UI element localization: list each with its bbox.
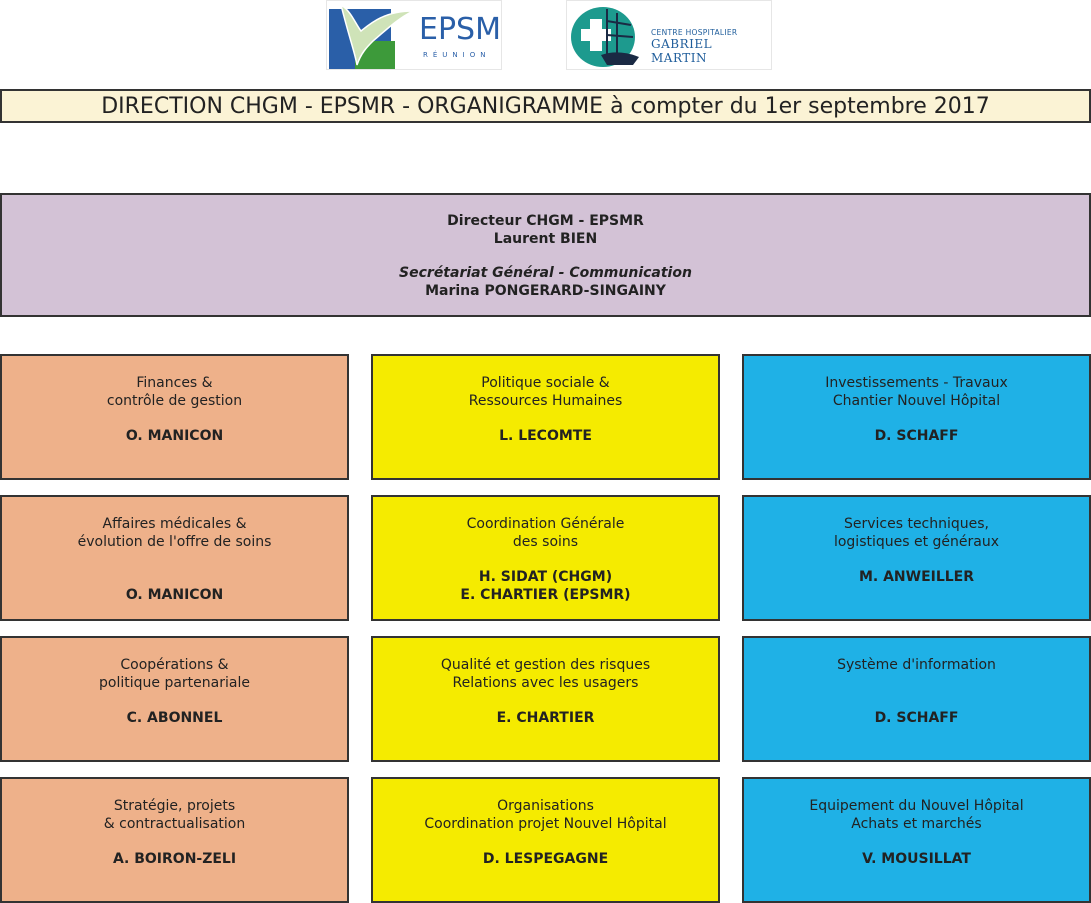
director-box	[0, 193, 1091, 317]
department-head-name: C. ABONNEL	[126, 710, 223, 726]
chgm-logo	[566, 0, 772, 70]
department-title-line: des soins	[512, 534, 579, 550]
department-head-name: O. MANICON	[125, 428, 224, 444]
department-card	[0, 354, 349, 480]
department-title-line: Coopérations &	[120, 657, 229, 673]
department-title-line: Coordination Générale	[466, 516, 625, 532]
department-head-name: H. SIDAT (CHGM)	[478, 569, 613, 585]
department-title-line: Stratégie, projets	[113, 798, 236, 814]
department-title-line: contrôle de gestion	[106, 393, 243, 409]
department-title-line: Equipement du Nouvel Hôpital	[809, 798, 1024, 814]
department-head-name: D. SCHAFF	[874, 428, 959, 444]
department-title-line: Ressources Humaines	[468, 393, 623, 409]
department-head-name: M. ANWEILLER	[858, 569, 975, 585]
department-title-line: logistiques et généraux	[833, 534, 1000, 550]
department-title-line: Investissements - Travaux	[825, 375, 1008, 391]
department-title-line: Système d'information	[837, 657, 996, 673]
chgm-logo-line1: CENTRE HOSPITALIER	[651, 28, 738, 37]
director-role: Directeur CHGM - EPSMR	[447, 213, 644, 229]
department-title-line: évolution de l'offre de soins	[77, 534, 272, 550]
department-title-line: politique partenariale	[99, 675, 250, 691]
department-card	[371, 636, 720, 762]
department-card	[742, 354, 1091, 480]
department-title-line: Affaires médicales &	[102, 516, 247, 532]
department-title-line: Finances &	[136, 375, 213, 391]
department-head-name: V. MOUSILLAT	[862, 851, 971, 867]
secretariat-name: Marina PONGERARD-SINGAINY	[425, 283, 666, 299]
department-card	[0, 495, 349, 621]
department-head-name: D. SCHAFF	[874, 710, 959, 726]
department-title-line: Qualité et gestion des risques	[440, 657, 651, 673]
department-title-line: Services techniques,	[843, 516, 990, 532]
department-card	[742, 495, 1091, 621]
secretariat-role: Secrétariat Général - Communication	[399, 265, 692, 281]
department-card	[742, 777, 1091, 903]
page-title: DIRECTION CHGM - EPSMR - ORGANIGRAMME à compter du 1er septembre 2017	[0, 89, 1091, 123]
department-title-line: Relations avec les usagers	[452, 675, 639, 691]
department-title-line: Coordination projet Nouvel Hôpital	[424, 816, 667, 832]
department-head-name: L. LECOMTE	[499, 428, 592, 444]
department-head-name: E. CHARTIER	[496, 710, 595, 726]
chgm-logo-line2: GABRIEL MARTIN	[651, 37, 713, 65]
department-card	[371, 495, 720, 621]
department-head-name: O. MANICON	[125, 587, 224, 603]
department-title-line: Politique sociale &	[481, 375, 610, 391]
director-name: Laurent BIEN	[493, 231, 598, 247]
department-card	[0, 777, 349, 903]
epsm-logo-subtext: RÉUNION	[423, 51, 491, 59]
department-card	[0, 636, 349, 762]
department-card	[371, 354, 720, 480]
department-head-name: D. LESPEGAGNE	[482, 851, 609, 867]
department-card	[742, 636, 1091, 762]
department-title-line: Organisations	[497, 798, 594, 814]
chgm-emblem-icon	[567, 1, 647, 70]
department-card	[371, 777, 720, 903]
department-head-name: E. CHARTIER (EPSMR)	[460, 587, 631, 603]
epsm-logo	[326, 0, 502, 70]
department-title-line	[744, 674, 1089, 692]
department-title-line: & contractualisation	[103, 816, 246, 832]
department-title-line: Chantier Nouvel Hôpital	[832, 393, 1001, 409]
department-head-name: A. BOIRON-ZELI	[112, 851, 237, 867]
department-title-line: Achats et marchés	[851, 816, 982, 832]
epsm-logo-text: EPSM	[419, 12, 501, 47]
